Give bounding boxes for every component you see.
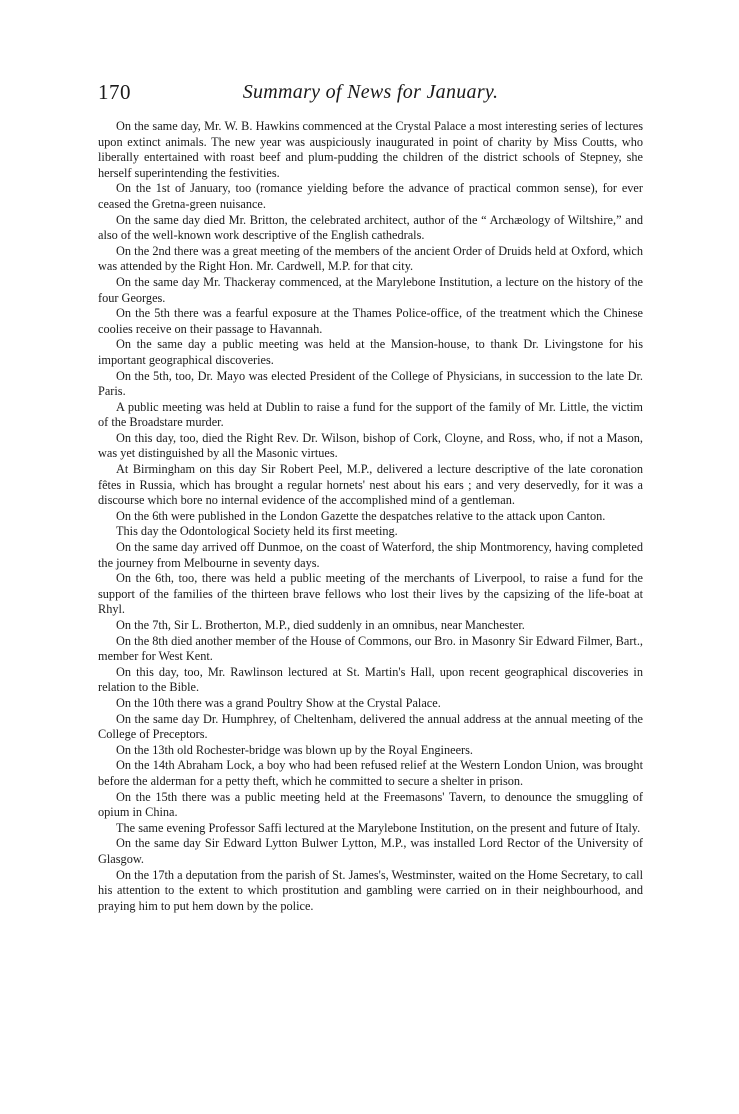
- paragraph: On the 10th there was a grand Poultry Show at the Crystal Palace.: [116, 695, 441, 710]
- page-header: [98, 80, 643, 106]
- paragraph: On the 8th died another member of the House of Commons, our Bro. in Masonry Sir Edward Filmer, Bart., member for West Kent.: [98, 633, 643, 664]
- paragraph: On this day, too, Mr. Rawlinson lectured at St. Martin's Hall, upon recent geographical discoveries in relation to the Bible.: [98, 664, 643, 695]
- paragraph: On the same day Dr. Humphrey, of Cheltenham, delivered the annual address at the annual meeting of the College of Preceptors.: [98, 711, 643, 742]
- paragraph: On this day, too, died the Right Rev. Dr. Wilson, bishop of Cork, Cloyne, and Ross, who, if not a Mason, was yet distinguished by all the Masonic virtues.: [98, 430, 643, 461]
- paragraph: At Birmingham on this day Sir Robert Peel, M.P., delivered a lecture descriptive of the late coronation fêtes in Russia, which has brought a regular hornets' nest about his ears ; and very deservedly, for it was a discourse which bore no internal evidence of the accomplished mind of a gentleman.: [98, 462, 643, 508]
- paragraph: On the 1st of January, too (romance yielding before the advance of practical common sense), for ever ceased the Gretna-green nuisance.: [98, 181, 643, 211]
- paragraph: On the 5th there was a fearful exposure at the Thames Police-office, of the treatment which the Chinese coolies receive on their passage to Havannah.: [98, 306, 643, 336]
- paragraph: On the same day Sir Edward Lytton Bulwer Lytton, M.P., was installed Lord Rector of the University of Glasgow.: [98, 836, 643, 866]
- paragraph: On the 13th old Rochester-bridge was blown up by the Royal Engineers.: [116, 742, 473, 757]
- running-title: Summary of News for January.: [242, 81, 499, 103]
- paragraph: On the 6th, too, there was held a public meeting of the merchants of Liverpool, to raise a fund for the support of the families of the thirteen brave fellows who lost their lives by the capsizing of the life-boat at Rhyl.: [98, 571, 643, 617]
- paragraph: On the 17th a deputation from the parish of St. James's, Westminster, waited on the Home Secretary, to call his attention to the extent to which prostitution and gambling were carried on in their neighbourhood, and praying him to put hem down by the police.: [98, 867, 643, 913]
- article-body: [98, 119, 643, 914]
- paragraph: On the 5th, too, Dr. Mayo was elected President of the College of Physicians, in succession to the late Dr. Paris.: [98, 368, 643, 399]
- paragraph: On the same day Mr. Thackeray commenced, at the Marylebone Institution, a lecture on the history of the four Georges.: [98, 274, 643, 305]
- paragraph: On the same day died Mr. Britton, the celebrated architect, author of the “ Archæology of Wiltshire,” and also of the well-known work descriptive of the English cathedrals.: [98, 212, 643, 243]
- paragraph: A public meeting was held at Dublin to raise a fund for the support of the family of Mr. Little, the victim of the Broadstare murder.: [98, 399, 643, 430]
- paragraph: On the same day arrived off Dunmoe, on the coast of Waterford, the ship Montmorency, having completed the journey from Melbourne in seventy days.: [98, 540, 643, 570]
- paragraph: On the same day, Mr. W. B. Hawkins commenced at the Crystal Palace a most interesting series of lectures upon extinct animals. The new year was auspiciously inaugurated in point of charity by Miss Coutts, who liberally entertained with roast beef and plum-pudding the children of the district schools of Stepney, she herself superintending the festivities.: [98, 119, 643, 180]
- paragraph: On the 7th, Sir L. Brotherton, M.P., died suddenly in an omnibus, near Manchester.: [116, 618, 525, 632]
- paragraph: On the same day a public meeting was held at the Mansion-house, to thank Dr. Livingstone for his important geographical discoveries.: [98, 337, 643, 367]
- paragraph: On the 14th Abraham Lock, a boy who had been refused relief at the Western London Union, was brought before the alderman for a petty theft, which he committed to secure a shelter in prison.: [98, 758, 643, 788]
- paragraph: On the 15th there was a public meeting held at the Freemasons' Tavern, to denounce the smuggling of opium in China.: [98, 789, 643, 820]
- paragraph: This day the Odontological Society held its first meeting.: [116, 524, 398, 539]
- page-number: 170: [98, 80, 131, 104]
- paragraph: The same evening Professor Saffi lectured at the Marylebone Institution, on the present and future of Italy.: [116, 820, 641, 835]
- paragraph: On the 2nd there was a great meeting of the members of the ancient Order of Druids held at Oxford, which was attended by the Right Hon. Mr. Cardwell, M.P. for that city.: [98, 243, 643, 274]
- paragraph: On the 6th were published in the London Gazette the despatches relative to the attack upon Canton.: [116, 508, 606, 523]
